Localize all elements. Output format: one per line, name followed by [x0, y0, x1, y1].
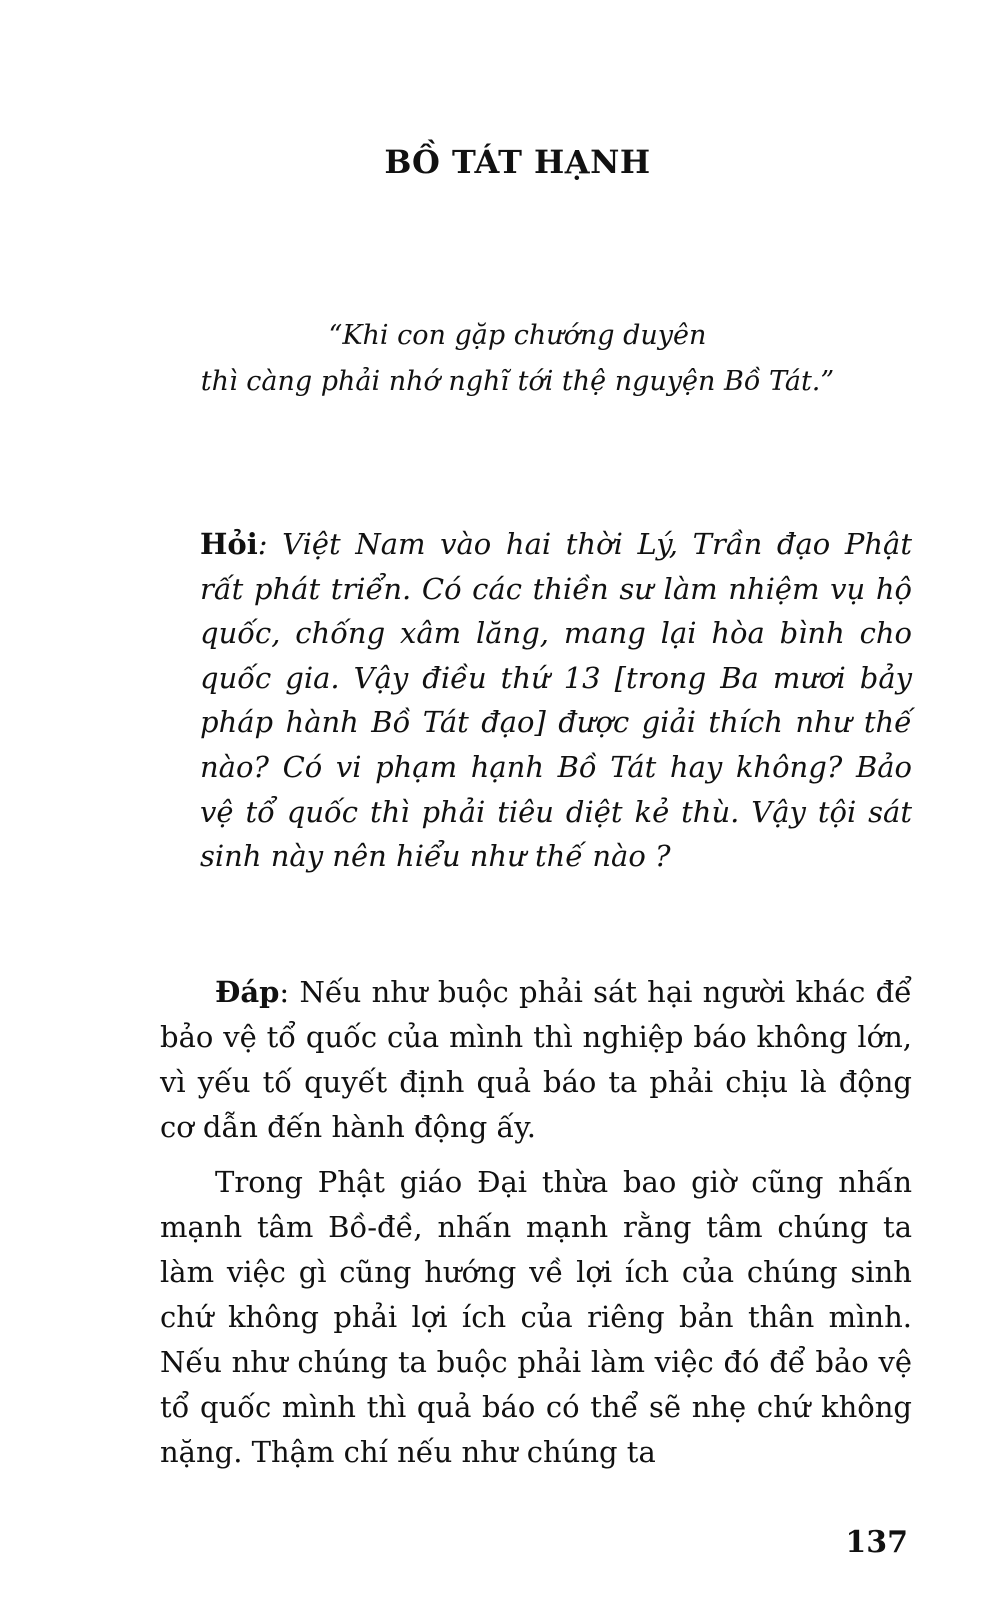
answer-text-1: : Nếu như buộc phải sát hại người khác để bảo vệ tổ quốc của mình thì nghiệp báo không lớn, vì yếu tố quyết định quả báo ta phải chịu là động cơ dẫn đến hành động ấy. — [160, 975, 912, 1144]
page-title: BỒ TÁT HẠNH — [384, 143, 651, 181]
epigraph-quote — [100, 313, 935, 405]
answer-label: Đáp — [215, 975, 280, 1009]
epigraph-line-1: “Khi con gặp chướng duyên — [328, 320, 707, 351]
answer-paragraph-1 — [160, 970, 912, 1150]
epigraph-line-2: thì càng phải nhớ nghĩ tới thệ nguyện Bồ Tát.” — [200, 366, 835, 397]
question-text: : Việt Nam vào hai thời Lý, Trần đạo Phật rất phát triển. Có các thiền sư làm nhiệm vụ hộ quốc, chống xâm lăng, mang lại hòa bình cho quốc gia. Vậy điều thứ 13 [trong Ba mươi bảy pháp hành Bồ Tát đạo] được giải thích như thế nào? Có vi phạm hạnh Bồ Tát hay không? Bảo vệ tổ quốc thì phải tiêu diệt kẻ thù. Vậy tội sát sinh này nên hiểu như thế nào ? — [200, 527, 912, 874]
question-label: Hỏi — [200, 527, 258, 561]
answer-paragraph-2: Trong Phật giáo Đại thừa bao giờ cũng nhấn mạnh tâm Bồ-đề, nhấn mạnh rằng tâm chúng ta làm việc gì cũng hướng về lợi ích của chúng sinh chứ không phải lợi ích của riêng bản thân mình. Nếu như chúng ta buộc phải làm việc đó để bảo vệ tổ quốc mình thì quả báo có thể sẽ nhẹ chứ không nặng. Thậm chí nếu như chúng ta — [160, 1165, 912, 1469]
question-paragraph — [200, 522, 912, 879]
page-number: 137 — [845, 1525, 908, 1560]
